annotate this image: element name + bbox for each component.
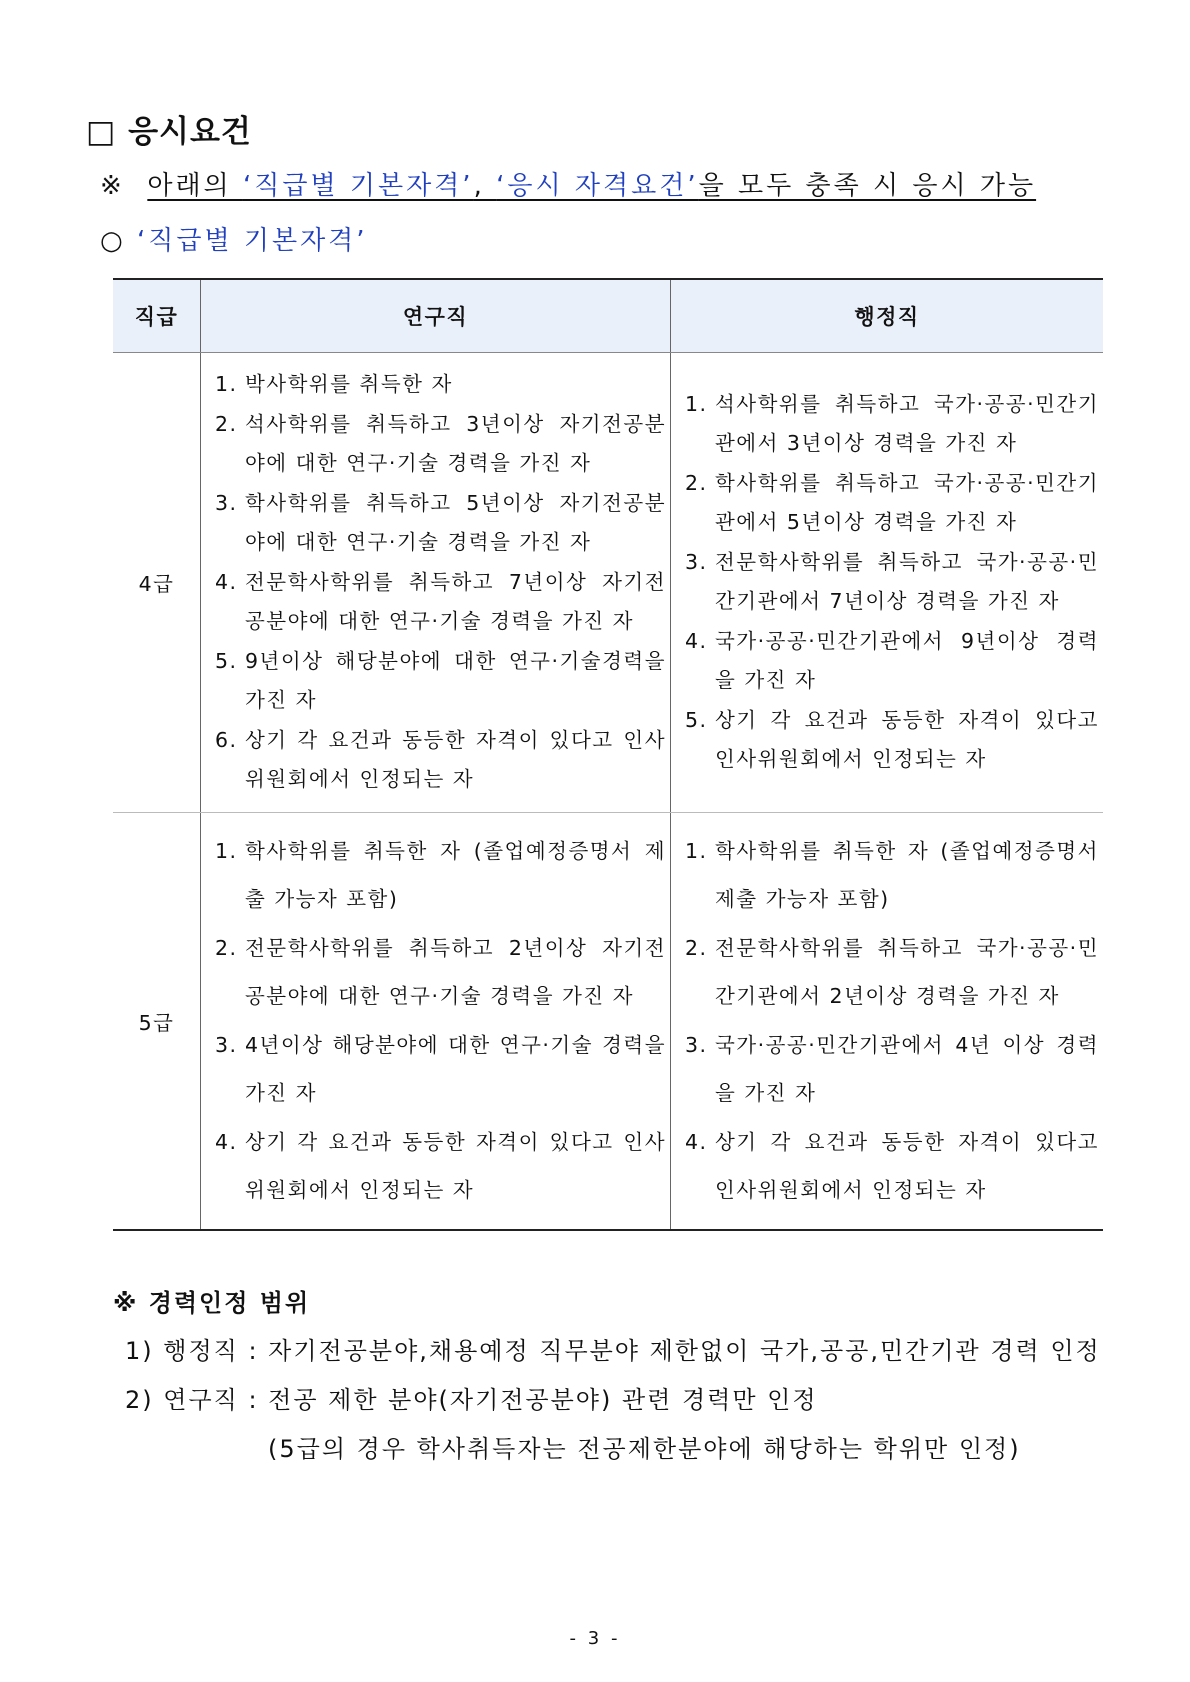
notice-term-requirements: ‘응시 자격요건’ — [496, 171, 699, 201]
qualification-table — [113, 278, 1103, 1231]
career-scope-admin: 1) 행정직 : 자기전공분야,채용예정 직무분야 제한없이 국가,공공,민간기관 경력 인정 — [125, 1337, 1101, 1365]
list-item: 1. 학사학위를 취득한 자 (졸업예정증명서 제출 가능자 포함) — [685, 838, 1099, 912]
list-item: 2. 학사학위를 취득하고 국가·공공·민간기관에서 5년이상 경력을 가진 자 — [685, 470, 1099, 535]
list-item: 1. 박사학위를 취득한 자 — [215, 372, 453, 396]
career-scope-title: ※ 경력인정 범위 — [113, 1289, 311, 1317]
section-heading: □ 응시요건 — [86, 114, 252, 150]
notice-mark: ※ — [100, 171, 125, 201]
table-row — [113, 812, 1103, 1230]
admin-cell — [671, 353, 1104, 813]
list-item: 1. 석사학위를 취득하고 국가·공공·민간기관에서 3년이상 경력을 가진 자 — [685, 391, 1099, 456]
grade-cell: 4급 — [113, 353, 201, 813]
subsection-title: ‘직급별 기본자격’ — [136, 226, 368, 256]
research-cell — [201, 812, 671, 1230]
subsection-heading — [100, 220, 368, 257]
header-grade: 직급 — [113, 279, 201, 353]
circle-bullet: ○ — [100, 226, 126, 256]
list-item: 4. 상기 각 요건과 동등한 자격이 있다고 인사위원회에서 인정되는 자 — [215, 1129, 666, 1203]
list-item: 6. 상기 각 요건과 동등한 자격이 있다고 인사위원회에서 인정되는 자 — [215, 727, 666, 791]
list-item: 2. 전문학사학위를 취득하고 국가·공공·민간기관에서 2년이상 경력을 가진 자 — [685, 935, 1099, 1009]
admin-cell — [671, 812, 1104, 1230]
career-scope-note: (5급의 경우 학사취득자는 전공제한분야에 해당하는 학위만 인정) — [268, 1435, 1021, 1463]
requirement-list — [215, 827, 666, 1215]
list-item: 4. 국가·공공·민간기관에서 9년이상 경력을 가진 자 — [685, 628, 1099, 693]
list-item: 2. 석사학위를 취득하고 3년이상 자기전공분야에 대한 연구·기술 경력을 가진 자 — [215, 411, 666, 475]
grade-cell: 5급 — [113, 812, 201, 1230]
list-item: 3. 4년이상 해당분야에 대한 연구·기술 경력을 가진 자 — [215, 1032, 666, 1106]
career-scope-research: 2) 연구직 : 전공 제한 분야(자기전공분야) 관련 경력만 인정 — [125, 1386, 818, 1414]
list-item: 3. 전문학사학위를 취득하고 국가·공공·민간기관에서 7년이상 경력을 가진 자 — [685, 549, 1099, 614]
list-item: 1. 학사학위를 취득한 자 (졸업예정증명서 제출 가능자 포함) — [215, 838, 666, 912]
list-item: 4. 상기 각 요건과 동등한 자격이 있다고 인사위원회에서 인정되는 자 — [685, 1129, 1099, 1203]
research-cell — [201, 353, 671, 813]
list-item: 3. 국가·공공·민간기관에서 4년 이상 경력을 가진 자 — [685, 1032, 1099, 1106]
requirement-list — [685, 827, 1099, 1215]
list-item: 3. 학사학위를 취득하고 5년이상 자기전공분야에 대한 연구·기술 경력을 가진 자 — [215, 490, 666, 554]
list-item: 4. 전문학사학위를 취득하고 7년이상 자기전공분야에 대한 연구·기술 경력을 가진 자 — [215, 569, 666, 633]
notice-text: 아래의 ‘직급별 기본자격’, ‘응시 자격요건’을 모두 충족 시 응시 가능 — [147, 171, 1037, 201]
list-item: 2. 전문학사학위를 취득하고 2년이상 자기전공분야에 대한 연구·기술 경력을 가진 자 — [215, 935, 666, 1009]
table-row — [113, 353, 1103, 813]
requirement-list — [215, 365, 666, 800]
notice-term-basic: ‘직급별 기본자격’ — [242, 171, 474, 201]
header-research: 연구직 — [201, 279, 671, 353]
requirement-list — [685, 385, 1099, 780]
page-number: - 3 - — [569, 1628, 621, 1649]
list-item: 5. 상기 각 요건과 동등한 자격이 있다고 인사위원회에서 인정되는 자 — [685, 707, 1099, 772]
table-header-row — [113, 279, 1103, 353]
list-item: 5. 9년이상 해당분야에 대한 연구·기술경력을 가진 자 — [215, 648, 666, 712]
header-admin: 행정직 — [671, 279, 1104, 353]
eligibility-notice — [100, 165, 1036, 202]
